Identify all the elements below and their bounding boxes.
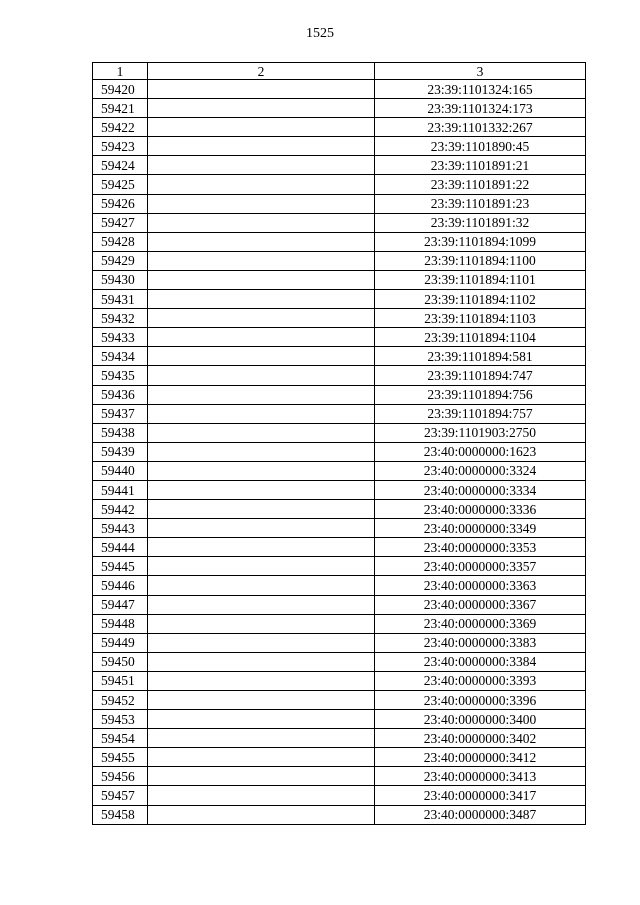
cadastral-number-cell: 23:40:0000000:3396 bbox=[375, 691, 586, 710]
cadastral-number-cell: 23:39:1101894:581 bbox=[375, 347, 586, 366]
row-number-cell: 59428 bbox=[93, 232, 148, 251]
empty-cell bbox=[148, 232, 375, 251]
cadastral-number-cell: 23:39:1101891:22 bbox=[375, 175, 586, 194]
table-row bbox=[93, 232, 586, 251]
empty-cell bbox=[148, 538, 375, 557]
row-number-cell: 59438 bbox=[93, 423, 148, 442]
cadastral-number-cell: 23:39:1101894:747 bbox=[375, 366, 586, 385]
table-row bbox=[93, 404, 586, 423]
cadastral-number-cell: 23:39:1101894:1103 bbox=[375, 309, 586, 328]
table-row bbox=[93, 290, 586, 309]
empty-cell bbox=[148, 633, 375, 652]
row-number-cell: 59440 bbox=[93, 461, 148, 480]
table-row bbox=[93, 500, 586, 519]
table-header-row bbox=[93, 63, 586, 80]
empty-cell bbox=[148, 461, 375, 480]
table-row bbox=[93, 347, 586, 366]
row-number-cell: 59422 bbox=[93, 118, 148, 137]
table-row bbox=[93, 442, 586, 461]
row-number-cell: 59423 bbox=[93, 137, 148, 156]
cadastral-number-cell: 23:39:1101894:1100 bbox=[375, 251, 586, 270]
row-number-cell: 59429 bbox=[93, 251, 148, 270]
table-row bbox=[93, 633, 586, 652]
cadastral-number-cell: 23:40:0000000:1623 bbox=[375, 442, 586, 461]
row-number-cell: 59430 bbox=[93, 270, 148, 289]
row-number-cell: 59420 bbox=[93, 80, 148, 99]
cadastral-number-cell: 23:39:1101894:1104 bbox=[375, 328, 586, 347]
row-number-cell: 59446 bbox=[93, 576, 148, 595]
empty-cell bbox=[148, 710, 375, 729]
cadastral-number-cell: 23:40:0000000:3367 bbox=[375, 595, 586, 614]
row-number-cell: 59456 bbox=[93, 767, 148, 786]
row-number-cell: 59447 bbox=[93, 595, 148, 614]
cadastral-number-cell: 23:39:1101894:757 bbox=[375, 404, 586, 423]
table-row bbox=[93, 748, 586, 767]
table-row bbox=[93, 99, 586, 118]
table-row bbox=[93, 156, 586, 175]
table-row bbox=[93, 691, 586, 710]
cadastral-number-cell: 23:39:1101332:267 bbox=[375, 118, 586, 137]
table-row bbox=[93, 671, 586, 690]
empty-cell bbox=[148, 366, 375, 385]
empty-cell bbox=[148, 194, 375, 213]
table-row bbox=[93, 213, 586, 232]
table-row bbox=[93, 805, 586, 824]
empty-cell bbox=[148, 80, 375, 99]
empty-cell bbox=[148, 251, 375, 270]
cadastral-number-cell: 23:39:1101890:45 bbox=[375, 137, 586, 156]
cadastral-number-cell: 23:40:0000000:3353 bbox=[375, 538, 586, 557]
table-row bbox=[93, 729, 586, 748]
row-number-cell: 59458 bbox=[93, 805, 148, 824]
empty-cell bbox=[148, 748, 375, 767]
table-row bbox=[93, 328, 586, 347]
data-table bbox=[92, 62, 586, 825]
empty-cell bbox=[148, 270, 375, 289]
cadastral-number-cell: 23:40:0000000:3383 bbox=[375, 633, 586, 652]
empty-cell bbox=[148, 480, 375, 499]
empty-cell bbox=[148, 442, 375, 461]
cadastral-number-cell: 23:40:0000000:3334 bbox=[375, 480, 586, 499]
empty-cell bbox=[148, 576, 375, 595]
cadastral-number-cell: 23:39:1101891:21 bbox=[375, 156, 586, 175]
empty-cell bbox=[148, 767, 375, 786]
cadastral-number-cell: 23:39:1101894:1102 bbox=[375, 290, 586, 309]
empty-cell bbox=[148, 175, 375, 194]
empty-cell bbox=[148, 137, 375, 156]
cadastral-number-cell: 23:39:1101894:1099 bbox=[375, 232, 586, 251]
row-number-cell: 59443 bbox=[93, 519, 148, 538]
table-row bbox=[93, 309, 586, 328]
empty-cell bbox=[148, 671, 375, 690]
table-row bbox=[93, 175, 586, 194]
row-number-cell: 59445 bbox=[93, 557, 148, 576]
cadastral-number-cell: 23:40:0000000:3336 bbox=[375, 500, 586, 519]
cadastral-number-cell: 23:40:0000000:3357 bbox=[375, 557, 586, 576]
row-number-cell: 59448 bbox=[93, 614, 148, 633]
cadastral-number-cell: 23:40:0000000:3487 bbox=[375, 805, 586, 824]
page-number: 1525 bbox=[306, 26, 334, 41]
table-body bbox=[93, 80, 586, 825]
cadastral-number-cell: 23:39:1101891:23 bbox=[375, 194, 586, 213]
row-number-cell: 59450 bbox=[93, 652, 148, 671]
row-number-cell: 59433 bbox=[93, 328, 148, 347]
cadastral-number-cell: 23:40:0000000:3369 bbox=[375, 614, 586, 633]
empty-cell bbox=[148, 423, 375, 442]
cadastral-number-cell: 23:40:0000000:3363 bbox=[375, 576, 586, 595]
empty-cell bbox=[148, 404, 375, 423]
empty-cell bbox=[148, 156, 375, 175]
table-row bbox=[93, 576, 586, 595]
row-number-cell: 59441 bbox=[93, 480, 148, 499]
row-number-cell: 59425 bbox=[93, 175, 148, 194]
cadastral-number-cell: 23:39:1101891:32 bbox=[375, 213, 586, 232]
table-row bbox=[93, 652, 586, 671]
empty-cell bbox=[148, 385, 375, 404]
table-row bbox=[93, 786, 586, 805]
table-row bbox=[93, 80, 586, 99]
row-number-cell: 59454 bbox=[93, 729, 148, 748]
table-header bbox=[93, 63, 586, 80]
empty-cell bbox=[148, 309, 375, 328]
table-row bbox=[93, 557, 586, 576]
row-number-cell: 59439 bbox=[93, 442, 148, 461]
cadastral-number-cell: 23:40:0000000:3400 bbox=[375, 710, 586, 729]
empty-cell bbox=[148, 519, 375, 538]
row-number-cell: 59455 bbox=[93, 748, 148, 767]
table-row bbox=[93, 480, 586, 499]
row-number-cell: 59431 bbox=[93, 290, 148, 309]
table-row bbox=[93, 270, 586, 289]
cadastral-number-cell: 23:39:1101894:756 bbox=[375, 385, 586, 404]
table-row bbox=[93, 366, 586, 385]
table-row bbox=[93, 137, 586, 156]
column-header-2: 2 bbox=[148, 63, 375, 80]
cadastral-number-cell: 23:40:0000000:3413 bbox=[375, 767, 586, 786]
row-number-cell: 59444 bbox=[93, 538, 148, 557]
row-number-cell: 59453 bbox=[93, 710, 148, 729]
cadastral-number-cell: 23:40:0000000:3417 bbox=[375, 786, 586, 805]
empty-cell bbox=[148, 805, 375, 824]
column-header-1: 1 bbox=[93, 63, 148, 80]
empty-cell bbox=[148, 729, 375, 748]
table-row bbox=[93, 385, 586, 404]
cadastral-number-cell: 23:40:0000000:3349 bbox=[375, 519, 586, 538]
table-row bbox=[93, 251, 586, 270]
empty-cell bbox=[148, 328, 375, 347]
cadastral-number-cell: 23:39:1101324:173 bbox=[375, 99, 586, 118]
row-number-cell: 59436 bbox=[93, 385, 148, 404]
table-row bbox=[93, 710, 586, 729]
column-header-3: 3 bbox=[375, 63, 586, 80]
row-number-cell: 59421 bbox=[93, 99, 148, 118]
empty-cell bbox=[148, 652, 375, 671]
empty-cell bbox=[148, 118, 375, 137]
row-number-cell: 59432 bbox=[93, 309, 148, 328]
row-number-cell: 59457 bbox=[93, 786, 148, 805]
table-row bbox=[93, 538, 586, 557]
cadastral-number-cell: 23:39:1101324:165 bbox=[375, 80, 586, 99]
table-row bbox=[93, 519, 586, 538]
row-number-cell: 59424 bbox=[93, 156, 148, 175]
row-number-cell: 59451 bbox=[93, 671, 148, 690]
empty-cell bbox=[148, 99, 375, 118]
table-row bbox=[93, 423, 586, 442]
table-row bbox=[93, 595, 586, 614]
cadastral-number-cell: 23:40:0000000:3324 bbox=[375, 461, 586, 480]
table-row bbox=[93, 194, 586, 213]
row-number-cell: 59452 bbox=[93, 691, 148, 710]
row-number-cell: 59442 bbox=[93, 500, 148, 519]
table-row bbox=[93, 767, 586, 786]
row-number-cell: 59435 bbox=[93, 366, 148, 385]
row-number-cell: 59437 bbox=[93, 404, 148, 423]
empty-cell bbox=[148, 500, 375, 519]
empty-cell bbox=[148, 614, 375, 633]
row-number-cell: 59449 bbox=[93, 633, 148, 652]
cadastral-number-cell: 23:40:0000000:3393 bbox=[375, 671, 586, 690]
empty-cell bbox=[148, 691, 375, 710]
empty-cell bbox=[148, 347, 375, 366]
cadastral-number-cell: 23:40:0000000:3412 bbox=[375, 748, 586, 767]
empty-cell bbox=[148, 557, 375, 576]
empty-cell bbox=[148, 290, 375, 309]
table-row bbox=[93, 118, 586, 137]
row-number-cell: 59427 bbox=[93, 213, 148, 232]
cadastral-number-cell: 23:39:1101894:1101 bbox=[375, 270, 586, 289]
cadastral-number-cell: 23:40:0000000:3384 bbox=[375, 652, 586, 671]
row-number-cell: 59426 bbox=[93, 194, 148, 213]
table-row bbox=[93, 461, 586, 480]
cadastral-number-cell: 23:40:0000000:3402 bbox=[375, 729, 586, 748]
cadastral-number-cell: 23:39:1101903:2750 bbox=[375, 423, 586, 442]
table-row bbox=[93, 614, 586, 633]
empty-cell bbox=[148, 786, 375, 805]
empty-cell bbox=[148, 595, 375, 614]
row-number-cell: 59434 bbox=[93, 347, 148, 366]
empty-cell bbox=[148, 213, 375, 232]
